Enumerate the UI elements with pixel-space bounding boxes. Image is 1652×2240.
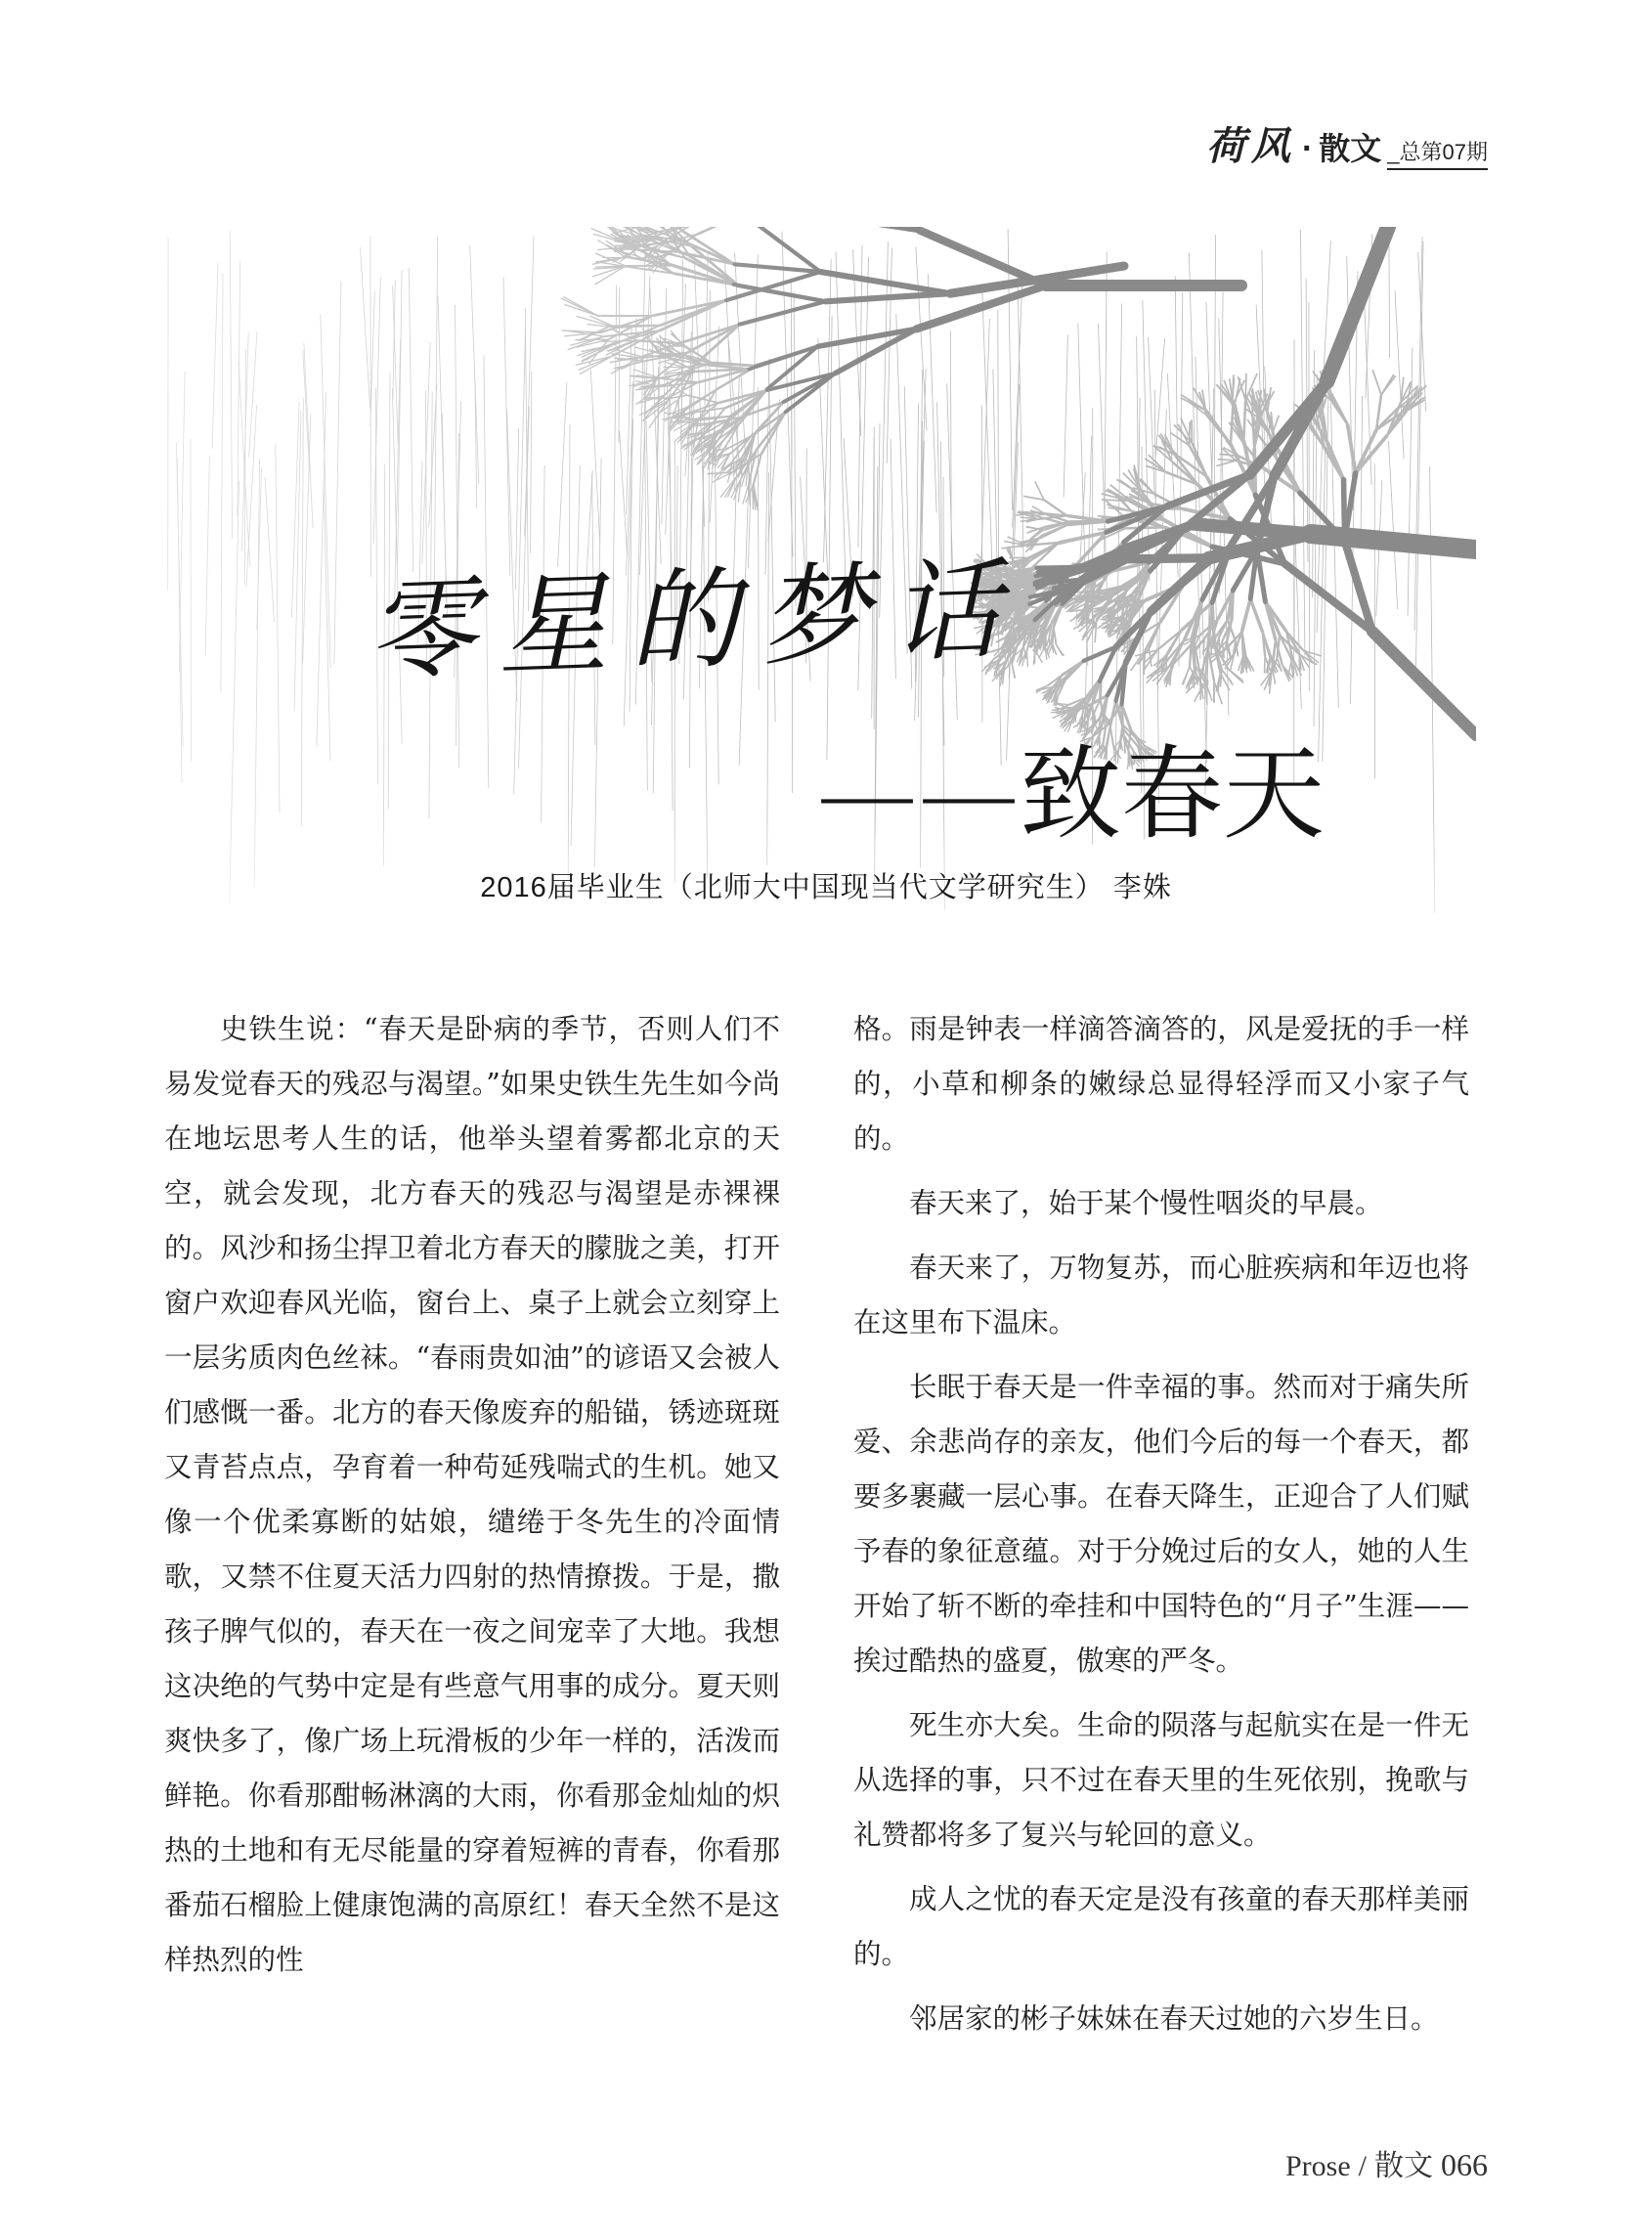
article-subtitle: ——致春天 bbox=[816, 734, 1326, 854]
footer-slash: / bbox=[1358, 2150, 1367, 2182]
header-issue: _总第07期 bbox=[1387, 136, 1488, 170]
paragraph: 邻居家的彬子妹妹在春天过她的六岁生日。 bbox=[909, 2002, 1439, 2035]
footer-prose-label: Prose bbox=[1284, 2150, 1351, 2182]
body-column-left bbox=[164, 1002, 780, 1998]
page-number: 066 bbox=[1441, 2147, 1488, 2182]
paragraph: 史铁生说：“春天是卧病的季节，否则人们不易发觉春天的残忍与渴望。”如果史铁生先生如今尚在地坛思考人生的话，他举头望着雾都北京的天空，就会发现，北方春天的残忍与渴望是赤裸裸的。风沙和扬尘捍卫着北方春天的朦胧之美，打开窗户欢迎春风光临，窗台上、桌子上就会立刻穿上一层劣质肉色丝袜。“春雨贵如油”的谚语又会被人们感慨一番。北方的春天像废弃的船锚，锈迹斑斑又青苔点点，孕育着一种苟延残喘式的生机。她又像一个优柔寡断的姑娘，缱绻于冬先生的冷面情歌，又禁不住夏天活力四射的热情撩拨。于是，撒孩子脾气似的，春天在一夜之间宠幸了大地。我想这决绝的气势中定是有些意气用事的成分。夏天则爽快多了，像广场上玩滑板的少年一样的，活泼而鲜艳。你看那酣畅淋漓的大雨，你看那金灿灿的炽热的土地和有无尽能量的穿着短裤的青春，你看那番茄石榴脸上健康饱满的高原红！春天全然不是这样热烈的性 bbox=[164, 1013, 780, 1976]
header-separator: · bbox=[1301, 130, 1314, 167]
paragraph: 成人之忧的春天定是没有孩童的春天那样美丽的。 bbox=[853, 1883, 1469, 1970]
running-header bbox=[1206, 115, 1488, 171]
article-title: 零星的梦话 bbox=[365, 546, 1024, 696]
page-footer bbox=[1285, 2141, 1488, 2184]
paragraph: 春天来了，万物复苏，而心脏疾病和年迈也将在这里布下温床。 bbox=[853, 1252, 1469, 1339]
header-section: 散文 bbox=[1319, 131, 1382, 166]
body-column-right bbox=[853, 1002, 1469, 2056]
paragraph-continuation: 格。雨是钟表一样滴答滴答的，风是爱抚的手一样的，小草和柳条的嫩绿总显得轻浮而又小家子气的。 bbox=[853, 1013, 1469, 1155]
paragraph: 死生亦大矣。生命的陨落与起航实在是一件无从选择的事，只不过在春天里的生死依别，挽歌与礼赞都将多了复兴与轮回的意义。 bbox=[853, 1709, 1469, 1851]
paragraph: 长眠于春天是一件幸福的事。然而对于痛失所爱、余悲尚存的亲友，他们今后的每一个春天，都要多裹藏一层心事。在春天降生，正迎合了人们赋予春的象征意蕴。对于分娩过后的女人，她的人生开始了斩不断的牵挂和中国特色的“月子”生涯——挨过酷热的盛夏，傲寒的严冬。 bbox=[853, 1371, 1469, 1677]
footer-section: 散文 bbox=[1374, 2150, 1433, 2182]
article-byline: 2016届毕业生（北师大中国现当代文学研究生） 李姝 bbox=[480, 872, 1172, 903]
paragraph: 春天来了，始于某个慢性咽炎的早晨。 bbox=[909, 1187, 1383, 1219]
magazine-brand: 荷风 bbox=[1205, 123, 1296, 169]
